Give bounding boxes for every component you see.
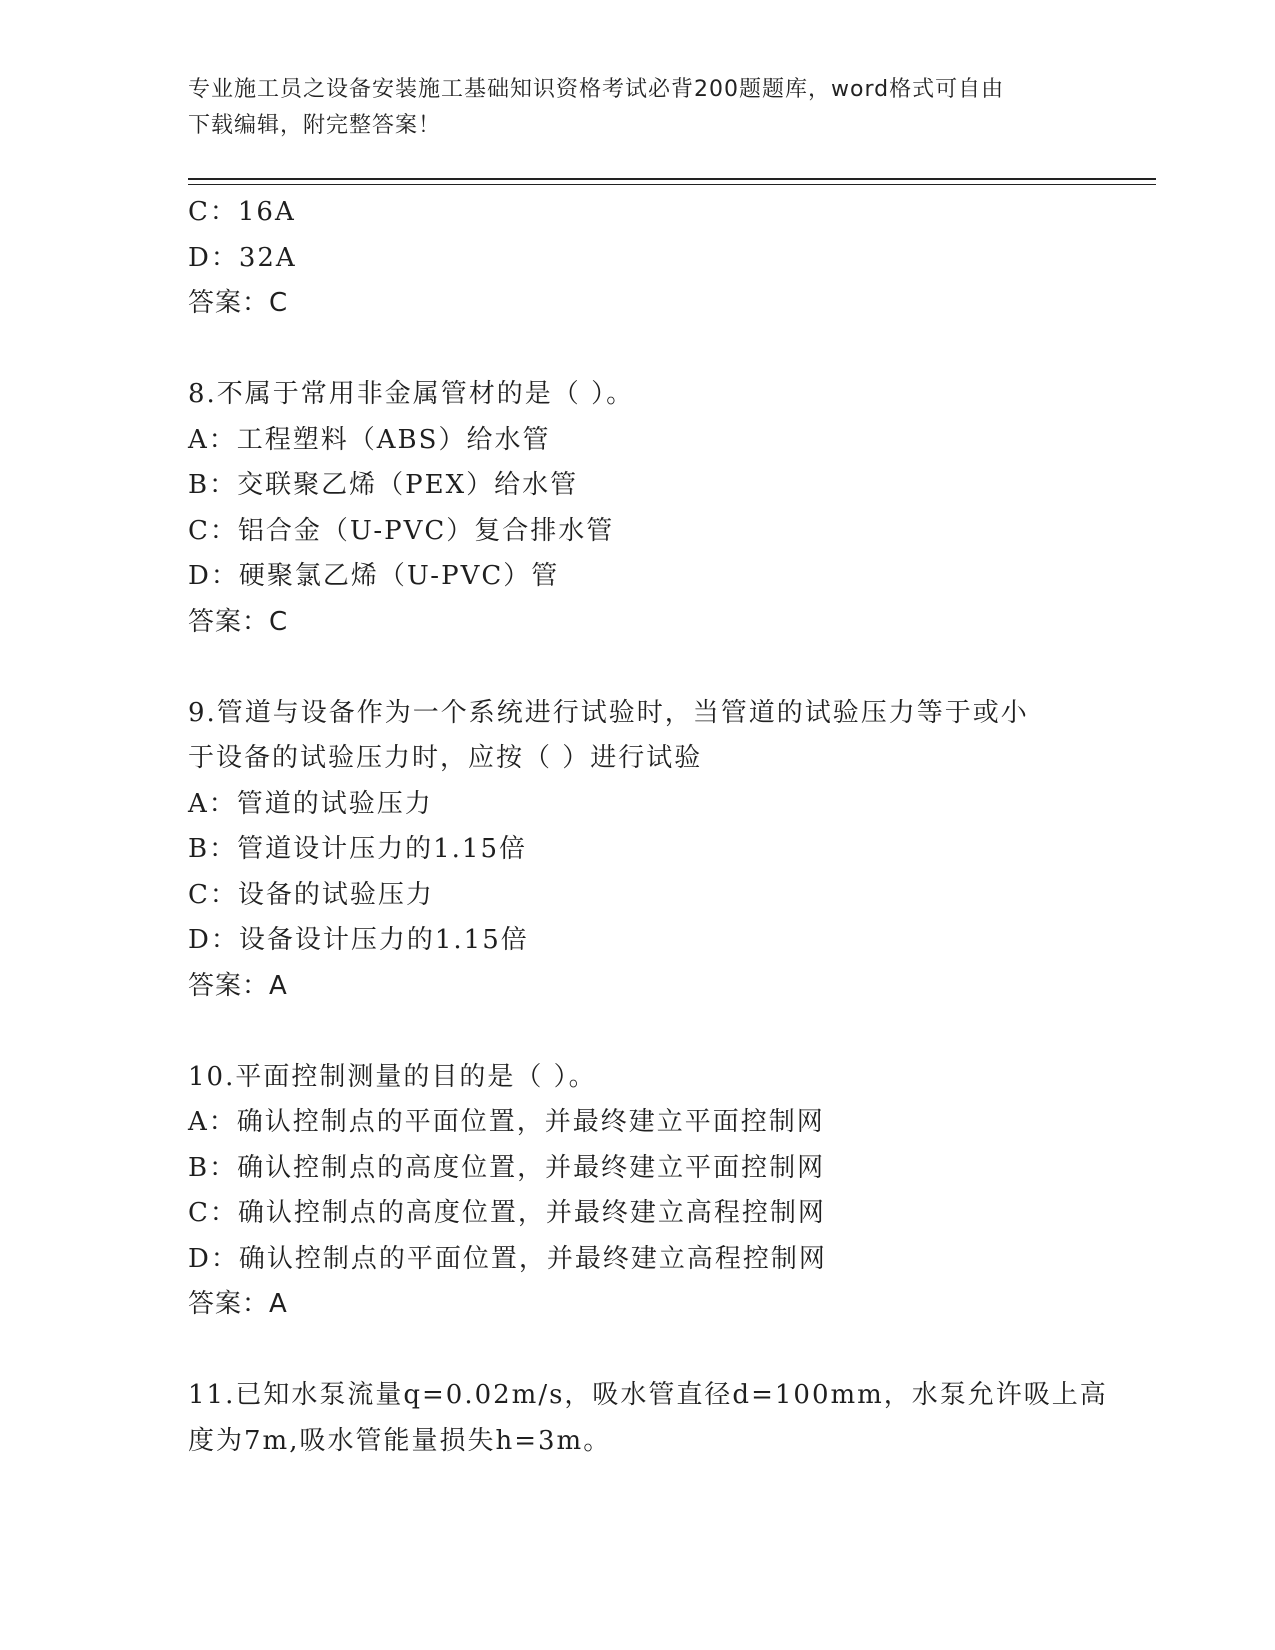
spacer — [188, 1328, 1088, 1374]
header-divider-thin — [188, 184, 1156, 185]
page-header — [188, 72, 1068, 144]
question-10 — [188, 1055, 1088, 1328]
question-8 — [188, 372, 1088, 645]
question-stem-line-2: 于设备的试验压力时，应按（ ）进行试验 — [188, 743, 703, 773]
question-stem: 10.平面控制测量的目的是（ ）。 — [188, 1061, 597, 1092]
spacer — [188, 327, 1088, 373]
option-c: C：铝合金（U-PVC）复合排水管 — [188, 515, 615, 546]
option-c: C：确认控制点的高度位置，并最终建立高程控制网 — [188, 1198, 826, 1228]
option-c: C：16A — [188, 197, 296, 227]
option-b: B：交联聚乙烯（PEX）给水管 — [188, 470, 579, 500]
spacer — [188, 1009, 1088, 1055]
answer-line: 答案：C — [188, 288, 289, 318]
option-b: B：管道设计压力的1.15倍 — [188, 834, 527, 864]
answer-line: 答案：A — [188, 1289, 288, 1319]
question-stem-line-1: 11.已知水泵流量q=0.02m/s，吸水管直径d=100mm，水泵允许吸上高 — [188, 1380, 1108, 1410]
option-c: C：设备的试验压力 — [188, 879, 434, 910]
option-a: A：确认控制点的平面位置，并最终建立平面控制网 — [188, 1107, 825, 1137]
answer-line: 答案：A — [188, 970, 288, 1001]
header-title-line-1: 专业施工员之设备安装施工基础知识资格考试必背200题题库，word格式可自由 — [188, 77, 1005, 102]
question-previous — [188, 190, 1088, 327]
option-a: A：管道的试验压力 — [188, 788, 433, 819]
question-stem: 8.不属于常用非金属管材的是（ ）。 — [188, 379, 635, 409]
answer-line: 答案：C — [188, 606, 289, 637]
question-stem-line-2: 度为7m,吸水管能量损失h=3m。 — [188, 1425, 612, 1456]
question-list — [188, 190, 1108, 1464]
header-divider-thick — [188, 178, 1156, 180]
question-stem-line-1: 9.管道与设备作为一个系统进行试验时，当管道的试验压力等于或小 — [188, 697, 1029, 728]
header-title-line-2: 下载编辑，附完整答案！ — [188, 113, 442, 138]
question-11 — [188, 1373, 1108, 1464]
option-a: A：工程塑料（ABS）给水管 — [188, 424, 551, 455]
spacer — [188, 645, 1088, 691]
option-d: D：设备设计压力的1.15倍 — [188, 925, 529, 955]
option-d: D：确认控制点的平面位置，并最终建立高程控制网 — [188, 1243, 827, 1274]
option-d: D：32A — [188, 242, 297, 273]
question-9 — [188, 691, 1088, 1010]
option-b: B：确认控制点的高度位置，并最终建立平面控制网 — [188, 1152, 826, 1183]
option-d: D：硬聚氯乙烯（U-PVC）管 — [188, 561, 560, 591]
